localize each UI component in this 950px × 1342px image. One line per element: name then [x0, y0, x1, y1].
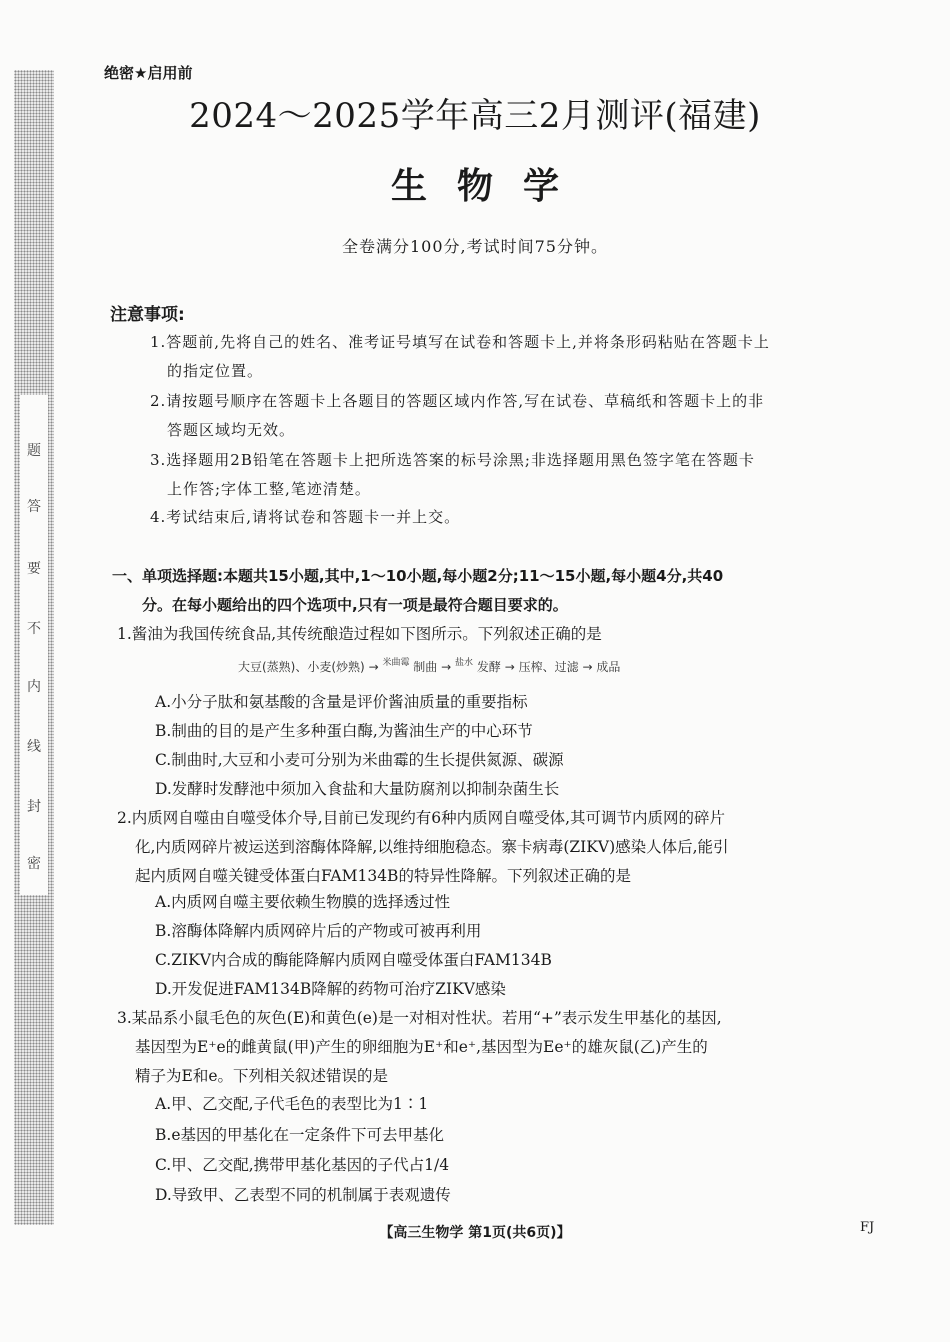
process-end: 成品 — [596, 660, 621, 674]
note-line: 4.考试结束后,请将试卷和答题卡一并上交。 — [150, 508, 461, 526]
binding-char: 内 — [27, 679, 41, 695]
note-item — [150, 503, 895, 532]
binding-char: 答 — [27, 499, 41, 515]
question-stem — [117, 620, 887, 649]
question-stem-line: 基因型为E⁺e的雌黄鼠(甲)产生的卵细胞为E⁺和e⁺,基因型为Ee⁺的雄灰鼠(乙)产生的 — [135, 1038, 708, 1056]
question-stem-line: 2.内质网自噬由自噬受体介导,目前已发现约有6种内质网自噬受体,其可调节内质网的碎片 — [117, 809, 726, 827]
note-line-continued: 答题区域均无效。 — [167, 421, 296, 439]
answer-option: A.内质网自噬主要依赖生物膜的选择透过性 — [155, 893, 451, 911]
question-stem — [117, 804, 887, 891]
answer-option: A.甲、乙交配,子代毛色的表型比为1∶1 — [155, 1095, 429, 1113]
note-line-continued: 上作答;字体工整,笔迹清楚。 — [167, 480, 371, 498]
section-line: 一、单项选择题:本题共15小题,其中,1～10小题,每小题2分;11～15小题,每小题4分,共40 — [112, 567, 724, 585]
binding-char: 线 — [27, 739, 41, 755]
exam-info: 全卷满分100分,考试时间75分钟。 — [342, 237, 608, 256]
binding-char: 要 — [27, 561, 41, 577]
question-stem-line: 1.酱油为我国传统食品,其传统酿造过程如下图所示。下列叙述正确的是 — [117, 625, 602, 643]
note-line: 2.请按题号顺序在答题卡上各题目的答题区域内作答,写在试卷、草稿纸和答题卡上的非 — [150, 392, 765, 410]
subject-title: 生物学 — [390, 166, 589, 207]
binding-char: 题 — [27, 443, 41, 459]
arrow-icon: → — [368, 660, 379, 674]
arrow-icon: → — [582, 660, 593, 674]
secret-label: 绝密★启用前 — [104, 64, 193, 82]
process-step2-label: 盐水 — [455, 658, 474, 668]
binding-char: 封 — [27, 799, 41, 815]
note-line: 3.选择题用2B铅笔在答题卡上把所选答案的标号涂黑;非选择题用黑色签字笔在答题卡 — [150, 451, 755, 469]
question-stem-line: 精子为E和e。下列相关叙述错误的是 — [135, 1067, 388, 1085]
binding-strip-text-area — [20, 395, 48, 895]
page-footer: 【高三生物学 第1页(共6页)】 — [379, 1225, 571, 1241]
arrow-icon: → — [504, 660, 515, 674]
answer-option: C.ZIKV内合成的酶能降解内质网自噬受体蛋白FAM134B — [155, 951, 552, 969]
note-line-continued: 的指定位置。 — [167, 362, 264, 380]
note-line: 1.答题前,先将自己的姓名、准考证号填写在试卷和答题卡上,并将条形码粘贴在答题卡上 — [150, 333, 770, 351]
footer-code: FJ — [860, 1220, 875, 1235]
question-stem — [117, 1004, 887, 1091]
process-step1-label: 米曲霉 — [382, 658, 410, 668]
process-step3: 压榨、过滤 — [518, 660, 579, 674]
note-item — [150, 328, 895, 386]
answer-option: D.导致甲、乙表型不同的机制属于表观遗传 — [155, 1186, 451, 1204]
answer-option: B.e基因的甲基化在一定条件下可去甲基化 — [155, 1126, 444, 1144]
question-stem-line: 起内质网自噬关键受体蛋白FAM134B的特异性降解。下列叙述正确的是 — [135, 867, 631, 885]
process-start: 大豆(蒸熟)、小麦(炒熟) — [238, 660, 365, 674]
note-item — [150, 446, 895, 504]
section-heading — [112, 562, 887, 620]
page-title: 2024～2025学年高三2月测评(福建) — [189, 96, 761, 136]
answer-option: A.小分子肽和氨基酸的含量是评价酱油质量的重要指标 — [155, 693, 528, 711]
binding-char: 密 — [27, 856, 41, 872]
soy-sauce-process-diagram — [238, 655, 620, 675]
answer-option: B.制曲的目的是产生多种蛋白酶,为酱油生产的中心环节 — [155, 722, 533, 740]
process-step1: 制曲 — [413, 660, 438, 674]
process-step2: 发酵 — [476, 660, 501, 674]
answer-option: B.溶酶体降解内质网碎片后的产物或可被再利用 — [155, 922, 482, 940]
note-item — [150, 387, 895, 445]
answer-option: D.发酵时发酵池中须加入食盐和大量防腐剂以抑制杂菌生长 — [155, 780, 560, 798]
notes-heading: 注意事项: — [110, 305, 185, 325]
question-stem-line: 3.某品系小鼠毛色的灰色(E)和黄色(e)是一对相对性状。若用“+”表示发生甲基化的基因, — [117, 1009, 722, 1027]
binding-char: 不 — [27, 621, 41, 637]
question-stem-line: 化,内质网碎片被运送到溶酶体降解,以维持细胞稳态。寨卡病毒(ZIKV)感染人体后,能引 — [135, 838, 729, 856]
section-line-continued: 分。在每小题给出的四个选项中,只有一项是最符合题目要求的。 — [142, 596, 568, 614]
arrow-icon: → — [441, 660, 452, 674]
answer-option: C.制曲时,大豆和小麦可分别为米曲霉的生长提供氮源、碳源 — [155, 751, 564, 769]
answer-option: D.开发促进FAM134B降解的药物可治疗ZIKV感染 — [155, 980, 506, 998]
answer-option: C.甲、乙交配,携带甲基化基因的子代占1/4 — [155, 1156, 450, 1174]
